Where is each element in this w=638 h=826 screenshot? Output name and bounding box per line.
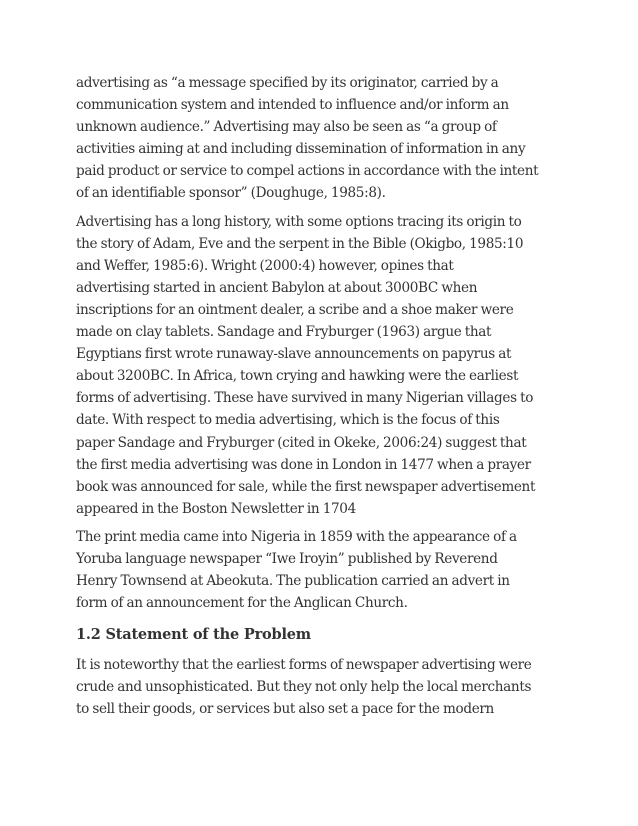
paragraph-print-media-nigeria (76, 526, 576, 614)
text-line: the story of Adam, Eve and the serpent in the Bible (Okigbo, 1985:10 (76, 235, 524, 252)
text-line: inscriptions for an ointment dealer, a scribe and a shoe maker were (76, 301, 514, 318)
text-line: book was announced for sale, while the first newspaper advertisement (76, 478, 536, 495)
paragraph-advertising-history (76, 211, 576, 520)
text-line: appeared in the Boston Newsletter in 1704 (76, 500, 356, 517)
text-line: crude and unsophisticated. But they not only help the local merchants (76, 679, 532, 696)
text-line: unknown audience.” Advertising may also be seen as “a group of (76, 119, 497, 136)
text-line: made on clay tablets. Sandage and Fryburger (1963) argue that (76, 324, 492, 341)
text-line: advertising as “a message specified by its originator, carried by a (76, 75, 499, 91)
text-line: The print media came into Nigeria in 1859 with the appearance of a (76, 528, 517, 545)
text-line: date. With respect to media advertising, which is the focus of this (76, 412, 500, 429)
text-line: to sell their goods, or services but also set a pace for the modern (76, 701, 494, 718)
text-line: and Weffer, 1985:6). Wright (2000:4) however, opines that (76, 257, 454, 274)
text-line: advertising started in ancient Babylon at about 3000BC when (76, 279, 478, 296)
text-line: Henry Townsend at Abeokuta. The publication carried an advert in (76, 573, 510, 590)
text-line: paid product or service to compel actions in accordance with the intent (76, 163, 539, 180)
text-line: about 3200BC. In Africa, town crying and hawking were the earliest (76, 368, 519, 385)
text-line: the first media advertising was done in London in 1477 when a prayer (76, 456, 531, 473)
text-line: Egyptians first wrote runaway-slave announcements on papyrus at (76, 346, 512, 363)
text-line: Advertising has a long history, with some options tracing its origin to (76, 213, 522, 230)
text-line: activities aiming at and including dissemination of information in any (76, 141, 526, 158)
text-line: of an identifiable sponsor” (Doughuge, 1985:8). (76, 185, 386, 202)
text-line: paper Sandage and Fryburger (cited in Okeke, 2006:24) suggest that (76, 434, 527, 451)
text-line: form of an announcement for the Anglican Church. (76, 595, 408, 612)
text-line: It is noteworthy that the earliest forms of newspaper advertising were (76, 657, 532, 674)
paragraph-advertising-definition (76, 72, 576, 205)
text-line: communication system and intended to influence and/or inform an (76, 97, 509, 114)
text-line: Yoruba language newspaper “Iwe Iroyin” published by Reverend (76, 550, 498, 567)
section-heading: 1.2 Statement of the Problem (76, 626, 311, 644)
document-page (76, 72, 576, 721)
paragraph-statement-of-problem (76, 654, 576, 720)
text-line: forms of advertising. These have survived in many Nigerian villages to (76, 390, 534, 407)
